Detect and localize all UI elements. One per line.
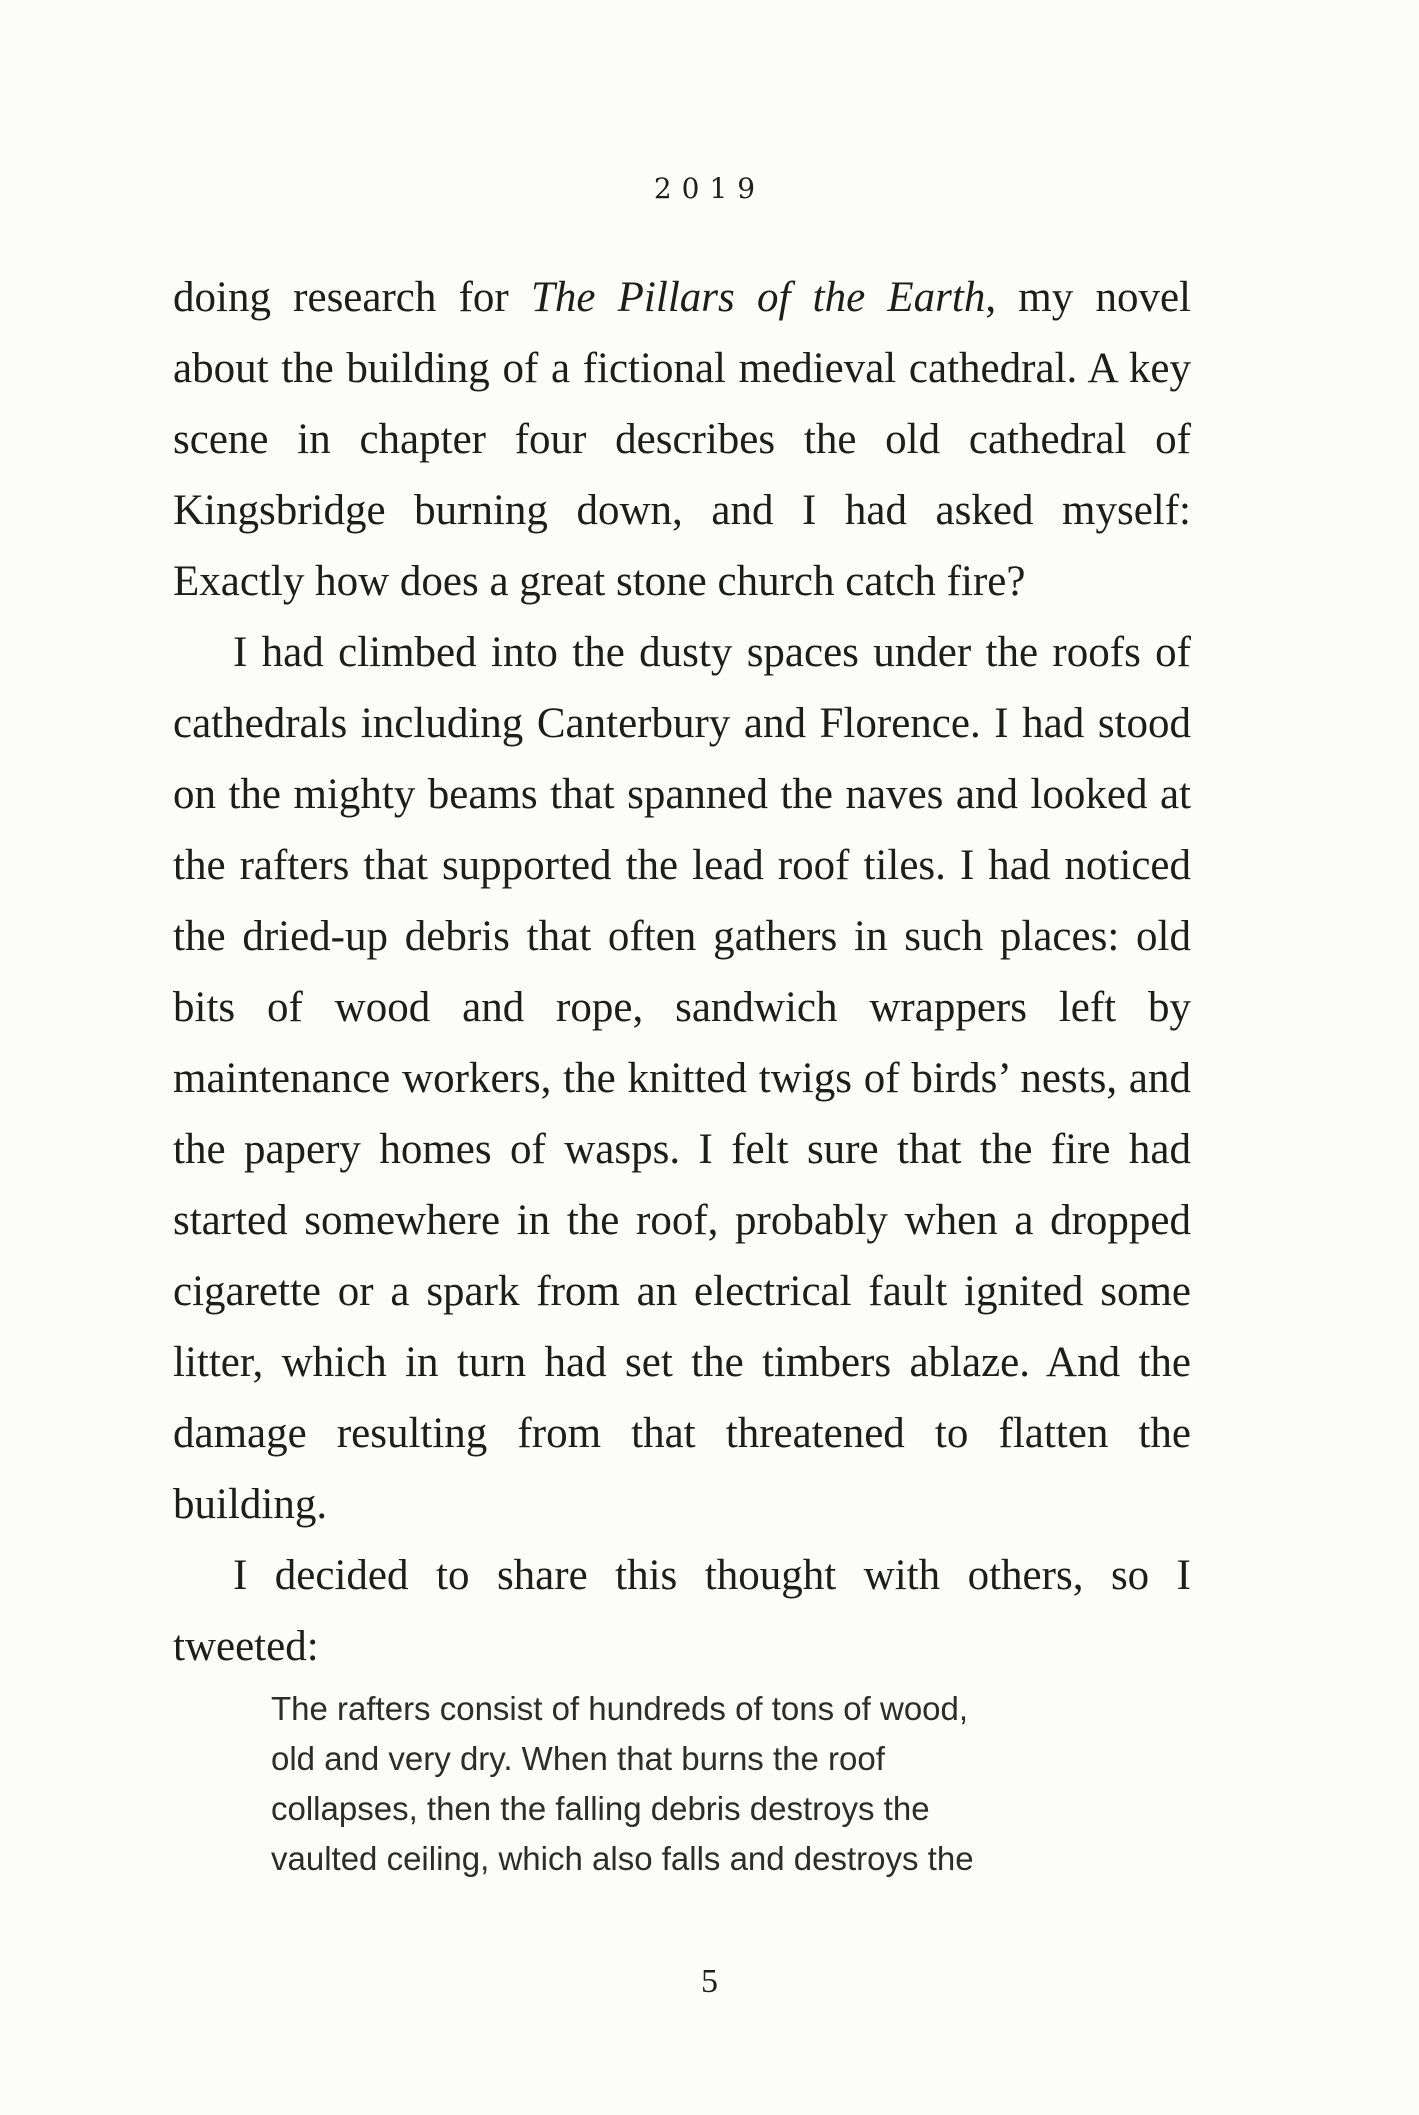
paragraph-3: I decided to share this thought with others, so I tweeted: xyxy=(173,1552,1191,1670)
body-text xyxy=(173,262,1191,1682)
page-number: 5 xyxy=(701,1963,718,2000)
tweet-line: The rafters consist of hundreds of tons of wood, xyxy=(271,1690,969,1727)
paragraph-1-start: doing research for xyxy=(173,274,531,321)
tweet-line: vaulted ceiling, which also falls and destroys the xyxy=(271,1840,974,1877)
paragraph-2: I had climbed into the dusty spaces under the roofs of cathedrals including Canterbury and Florence. I had stood on the mighty beams that spanned the naves and looked at the rafters that supported the lead roof tiles. I had noticed the dried-up debris that often gathers in such places: old bits of wood and rope, sandwich wrappers left by maintenance workers, the knitted twigs of birds’ nests, and the papery homes of wasps. I felt sure that the fire had started somewhere in the roof, probably when a dropped cigarette or a spark from an electrical fault ignited some litter, which in turn had set the timbers ablaze. And the damage resulting from that threatened to flatten the building. xyxy=(173,629,1191,1528)
paragraph-1 xyxy=(173,262,1191,617)
tweet-quote xyxy=(271,1684,1101,1884)
tweet-line: collapses, then the falling debris destroys the xyxy=(271,1790,930,1827)
book-title: The Pillars of the Earth xyxy=(530,274,986,321)
tweet-line: old and very dry. When that burns the roof xyxy=(271,1740,885,1777)
paragraph-1-rest: , my novel about the building of a fictional medieval cathedral. A key scene in chapter four describes the old cathedral of Kingsbridge burning down, and I had asked myself: Exactly how does a great stone church catch fire? xyxy=(173,274,1191,605)
running-head-year: 2019 xyxy=(653,172,766,205)
